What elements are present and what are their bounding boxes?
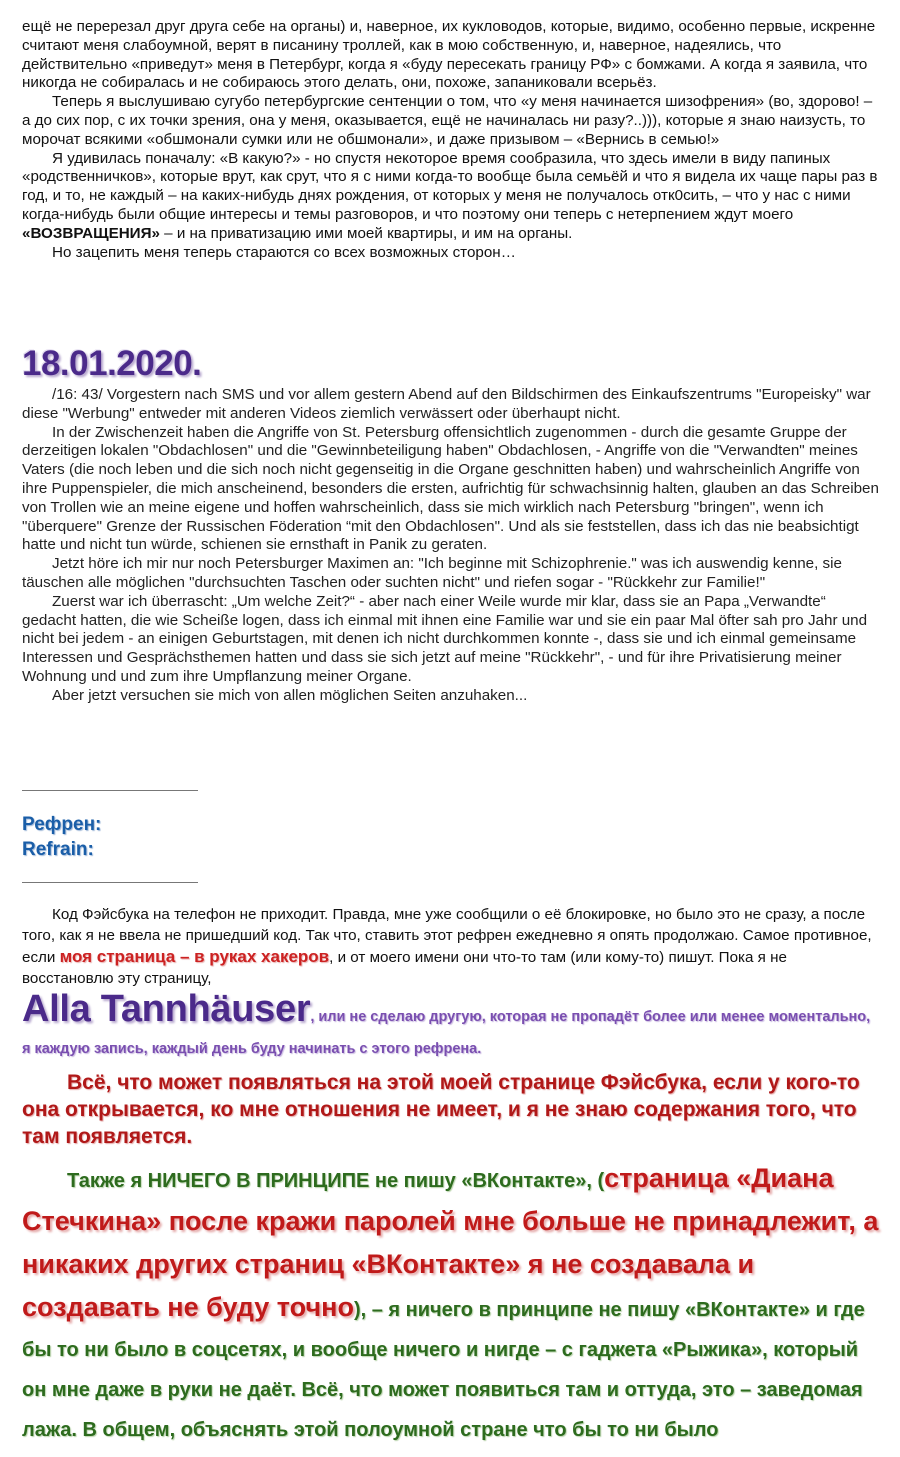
refrain-text-b: , и от моего имени они что-то там (или кому-то) пишут. Пока я не восстановлю эту страницу, <box>22 949 787 987</box>
hackers-highlight: моя страница – в руках хакеров <box>59 947 330 966</box>
refrain-body <box>22 904 880 1450</box>
de-paragraph-5: Aber jetzt versuchen sie mich von allen möglichen Seiten anzuhaken... <box>52 686 528 704</box>
de-paragraph-4: Zuerst war ich überrascht: „Um welche Zeit?“ - aber nach einer Weile wurde mir klar, dass sie an Papa „Verwandte“ gedacht hatten, die wie Scheiße logen, dass ich einmal mit ihnen eine Familie war und sie ein paar Mal öfter sah pro Jahr und nicht bei jedem - an einigen Geburtstagen, mit denen ich nicht durchkommen konnte -, dass sie und ich einmal gemeinsame Interessen und Gesprächsthemen hatten und dass sie sich jetzt auf meine "Rückkehr", - und für ihre Privatisierung meiner Wohnung und und zum ihre Umpflanzung meiner Organe. <box>22 592 868 685</box>
alla-tail-text: , или не сделаю другую, которая не пропадёт более или менее моментально, я каждую запись, каждый день буду начинать с этого рефрена. <box>22 1009 871 1057</box>
vkontakte-disclaimer <box>22 1158 880 1450</box>
divider-top <box>22 790 198 791</box>
vk-text-a: Также я НИЧЕГО В ПРИНЦИПЕ не пишу «ВКонтакте», ( <box>67 1170 605 1192</box>
date-heading: 18.01.2020. <box>22 344 202 383</box>
refrain-label-en: Refrain: <box>22 839 94 860</box>
german-text <box>22 386 880 706</box>
refrain-text-a: Код Фэйсбука на телефон не приходит. Правда, мне уже сообщили о её блокировке, но было это не сразу, а после того, как я не ввела не пришедший код. Так что, ставить этот рефрен ежедневно я опять продолжаю. Самое противное, если <box>22 906 872 966</box>
de-paragraph-2: In der Zwischenzeit haben die Angriffe von St. Petersburg offensichtlich zugenommen - durch die gesamte Gruppe der derzeitigen lokalen "Obdachlosen" und die "Gewinnbeteiligung haben" Obdachlosen, - Angriffe von die "Verwandten" meines Vaters (die noch leben und die sich noch nicht gegenseitig in die Organe geschnitten haben) und wahrscheinlich Angriffe von ihre Puppenspieler, die mich anscheinend, besonders die ersten, aufrichtig für schwachsinnig halten, glauben an das Schreiben von Trollen wie an meine eigene und hoffen wahrscheinlich, dass sie mich wirklich nach Petersburg "bringen", wenn ich "überquere" Grenze der Russischen Föderation “mit den Obdachlosen". Und als sie feststellen, dass ich das nie beabsichtigt hatte und nicht tun würde, schienen sie ernsthaft in Panik zu geraten. <box>22 423 879 554</box>
refrain-label-ru: Рефрен: <box>22 814 102 835</box>
vk-red-highlight: страница «Диана Стечкина» после кражи паролей мне больше не принадлежит, а никаких других страниц «ВКонтакте» я не создавала и создавать не буду точно <box>22 1163 879 1322</box>
ru-paragraph-2: Теперь я выслушиваю сугубо петербургские сентенции о том, что «у меня начинается шизофрения» (во, здорово! – а до сих пор, с их точки зрения, она у меня, оказывается, ещё не начиналась ни разу?..))), которые я знаю наизусть, то морочат всякими «обшмонали сумки или не обшмонали», и даже призывом – «Вернись в семью!» <box>22 93 873 148</box>
alla-tannhauser-name: Alla Tannhäuser <box>22 988 311 1030</box>
ru-paragraph-4: Но зацепить меня теперь стараются со всех возможных сторон… <box>52 243 516 261</box>
de-paragraph-1: /16: 43/ Vorgestern nach SMS und vor allem gestern Abend auf den Bildschirmen des Einkaufszentrums "Europeisky" war diese "Werbung" entweder mit anderen Videos ziemlich verwässert oder überhaupt nicht. <box>22 386 871 422</box>
ru-paragraph-1: ещё не перерезал друг друга себе на органы) и, наверное, их кукловодов, которые, видимо, особенно первые, искренне считают меня слабоумной, верят в писанину троллей, как в мою собственную, и, наверное, надеялись, что действительно «приведут» меня в Петербург, когда я «буду пересекать границу РФ» с бомжами. А когда я заявила, что никогда не собиралась и не собираюсь этого делать, они, похоже, запаниковали всерьёз. <box>22 18 876 92</box>
ru-paragraph-3-text-b: – и на приватизацию ими моей квартиры, и им на органы. <box>159 224 573 242</box>
ru-paragraph-3-text-a: Я удивилась поначалу: «В какую?» - но спустя некоторое время сообразила, что здесь имели в виду папиных «родственничков», которые врут, как срут, что я с ними когда-то вообще была семьёй и что я видела их чаще пары раз в год, и то, не каждый – на каких-нибудь днях рождения, от которых у меня не получалось отк0сить, – что у нас с ними когда-нибудь были общие интересы и темы разговоров, и что поэтому они теперь с нетерпением ждут моего <box>22 149 878 223</box>
vk-text-b: ), – я ничего в принципе не пишу «ВКонтакте» и где бы то ни было в соцсетях, и вообще ничего и нигде – с гаджета «Рыжика», который он мне даже в руки не даёт. Всё, что может появиться там и оттуда, это – заведомая лажа. В общем, объяснять этой полоумной стране что бы то ни было <box>22 1299 865 1441</box>
russian-text-top <box>22 18 880 262</box>
vozvrashcheniya-bold: «ВОЗВРАЩЕНИЯ» <box>22 224 160 242</box>
de-paragraph-3: Jetzt höre ich mir nur noch Petersburger Maximen an: "Ich beginne mit Schizophrenie." was ich auswendig kenne, sie täuschen alle möglichen "durchsuchten Taschen oder suchten nicht" und riefen sogar - "Rückkehr zur Familie!" <box>22 555 842 591</box>
divider-bottom <box>22 882 198 883</box>
facebook-disclaimer: Всё, что может появляться на этой моей странице Фэйсбука, если у кого-то она открывается, ко мне отношения не имеет, и я не знаю содержания того, что там появляется. <box>22 1071 860 1148</box>
ru-paragraph-3 <box>22 150 880 244</box>
alla-paragraph <box>22 988 880 1065</box>
refrain-paragraph-1 <box>22 904 880 989</box>
